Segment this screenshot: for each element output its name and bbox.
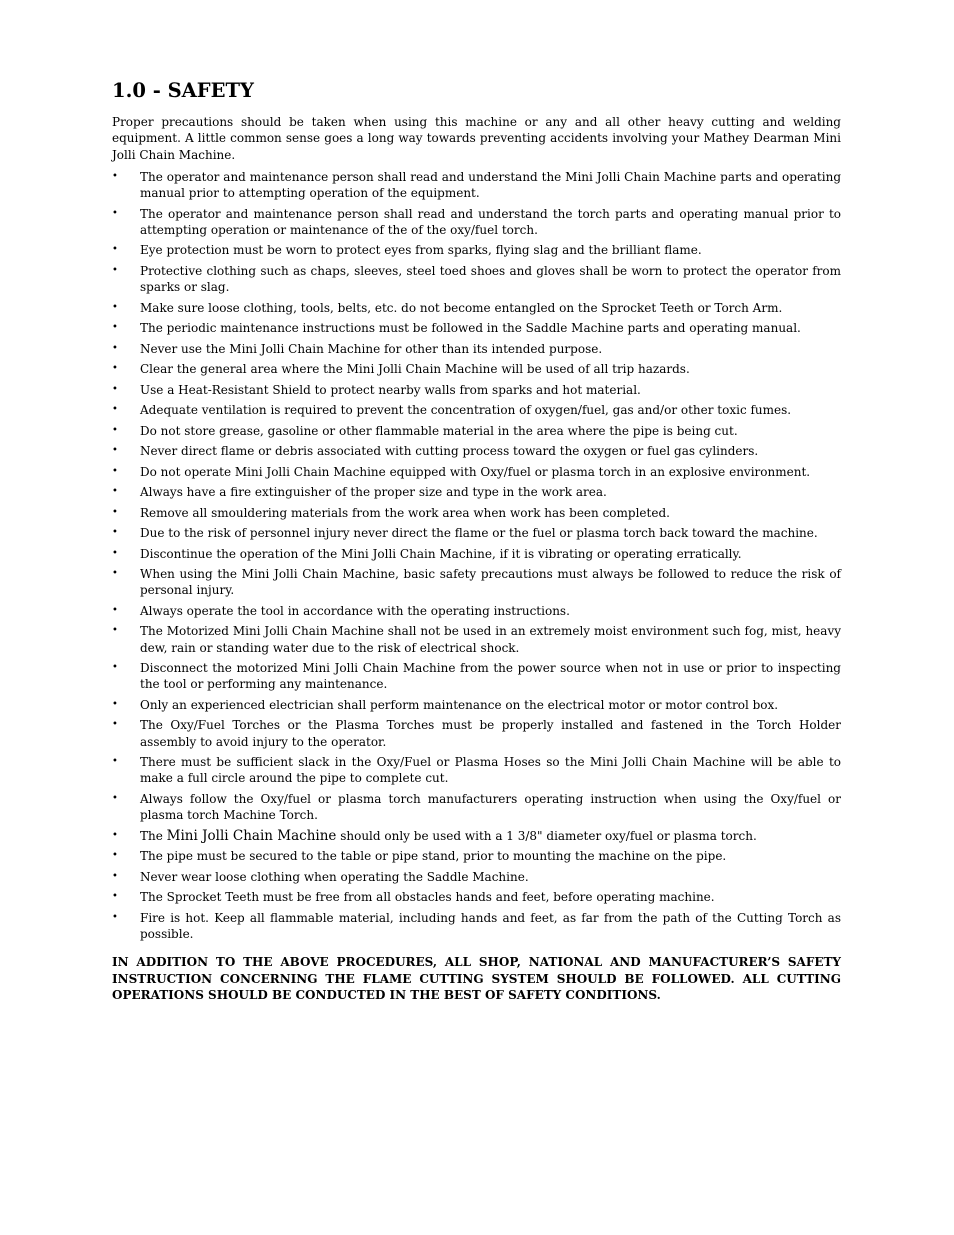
list-item — [112, 791, 841, 824]
bullet-icon: • — [112, 342, 118, 354]
list-item — [112, 169, 841, 202]
list-item — [112, 754, 841, 787]
bullet-icon: • — [112, 756, 118, 768]
list-item — [112, 869, 841, 885]
bullet-icon: • — [112, 207, 118, 219]
list-item-text: The operator and maintenance person shall read and understand the Mini Jolli Chain Machine parts and operating manual prior to attempting operation of the equipment. — [140, 169, 841, 201]
list-item-text: The pipe must be secured to the table or pipe stand, prior to mounting the machine on the pipe. — [140, 849, 727, 864]
list-item — [112, 910, 841, 943]
list-item — [112, 300, 841, 316]
list-item — [112, 402, 841, 418]
list-item — [112, 566, 841, 599]
list-item-text: Only an experienced electrician shall perform maintenance on the electrical motor or motor control box. — [140, 697, 779, 712]
list-item — [112, 717, 841, 750]
list-item-text: Eye protection must be worn to protect eyes from sparks, flying slag and the brilliant flame. — [140, 243, 702, 258]
list-item — [112, 242, 841, 258]
list-item-text: The periodic maintenance instructions must be followed in the Saddle Machine parts and operating manual. — [140, 321, 801, 336]
list-item — [112, 464, 841, 480]
bullet-icon: • — [112, 527, 118, 539]
list-item-text: Fire is hot. Keep all flammable material, including hands and feet, as far from the path of the Cutting Torch as possible. — [140, 910, 841, 941]
list-item-text: Remove all smouldering materials from the work area when work has been completed. — [140, 505, 670, 520]
bullet-icon: • — [112, 486, 118, 498]
list-item — [112, 603, 841, 619]
bullet-icon: • — [112, 698, 118, 710]
list-item-text: Do not store grease, gasoline or other flammable material in the area where the pipe is being cut. — [140, 423, 738, 438]
list-item — [112, 848, 841, 864]
list-item-text: There must be sufficient slack in the Oxy/Fuel or Plasma Hoses so the Mini Jolli Chain Machine will be able to make a full circle around the pipe to complete cut. — [140, 755, 841, 786]
list-item-text: Disconnect the motorized Mini Jolli Chain Machine from the power source when not in use or prior to inspecting the tool or performing any maintenance. — [140, 661, 841, 692]
bullet-icon: • — [112, 662, 118, 674]
list-item — [112, 505, 841, 521]
list-item-text: The operator and maintenance person shall read and understand the torch parts and operating manual prior to attempting operation or maintenance of the of the oxy/fuel torch. — [140, 206, 841, 237]
special-item-emphasis: Mini Jolli Chain Machine — [166, 827, 337, 844]
list-item — [112, 697, 841, 713]
list-item — [112, 263, 841, 296]
list-item-text: The Oxy/Fuel Torches or the Plasma Torches must be properly installed and fastened in the Torch Holder assembly to avoid injury to the operator. — [140, 718, 841, 749]
list-item-text: Always follow the Oxy/fuel or plasma torch manufacturers operating instruction when using the Oxy/fuel or plasma torch Machine Torch. — [140, 791, 841, 823]
list-item — [112, 484, 841, 500]
bullet-icon: • — [112, 850, 118, 862]
list-item-text: Due to the risk of personnel injury never direct the flame or the fuel or plasma torch back toward the machine. — [140, 526, 818, 541]
list-item-text: The Sprocket Teeth must be free from all obstacles hands and feet, before operating machine. — [140, 890, 715, 905]
bullet-icon: • — [112, 792, 118, 804]
list-item-text: Use a Heat-Resistant Shield to protect nearby walls from sparks and hot material. — [140, 382, 641, 397]
bullet-icon: • — [112, 911, 118, 923]
list-item-text: Protective clothing such as chaps, sleeves, steel toed shoes and gloves shall be worn to protect the operator from sparks or slag. — [140, 263, 841, 295]
closing-statement: IN ADDITION TO THE ABOVE PROCEDURES, ALL SHOP, NATIONAL AND MANUFACTURER’S SAFETY INSTRUCTION CONCERNING THE FLAME CUTTING SYSTEM SHOULD BE FOLLOWED. ALL CUTTING OPERATIONS SHOULD BE CONDUCTED IN THE BEST OF SAFETY CONDITIONS. — [112, 955, 841, 1003]
special-item-prefix: The — [140, 828, 167, 843]
intro-paragraph: Proper precautions should be taken when using this machine or any and all other heavy cutting and welding equipment. A little common sense goes a long way towards preventing accidents involving your Mathey Dearman Mini Jolli Chain Machine. — [112, 115, 841, 162]
list-item-text: Always operate the tool in accordance with the operating instructions. — [140, 603, 570, 618]
list-item-text: Never wear loose clothing when operating the Saddle Machine. — [140, 869, 529, 884]
list-item-text — [140, 829, 757, 843]
bullet-icon: • — [112, 829, 118, 841]
list-item-text: Discontinue the operation of the Mini Jolli Chain Machine, if it is vibrating or operating erratically. — [140, 546, 742, 561]
list-item-text: The Motorized Mini Jolli Chain Machine shall not be used in an extremely moist environment such fog, mist, heavy dew, rain or standing water due to the risk of electrical shock. — [140, 624, 841, 655]
list-item — [112, 546, 841, 562]
list-item — [112, 660, 841, 693]
list-item — [112, 889, 841, 905]
safety-rules-list — [112, 169, 841, 942]
bullet-icon: • — [112, 424, 118, 436]
list-item — [112, 443, 841, 459]
bullet-icon: • — [112, 604, 118, 616]
list-item — [112, 423, 841, 439]
list-item — [112, 206, 841, 239]
bullet-icon: • — [112, 870, 118, 882]
bullet-icon: • — [112, 625, 118, 637]
bullet-icon: • — [112, 465, 118, 477]
bullet-icon: • — [112, 383, 118, 395]
list-item — [112, 341, 841, 357]
list-item — [112, 361, 841, 377]
list-item-text: When using the Mini Jolli Chain Machine, basic safety precautions must always be followed to reduce the risk of personal injury. — [140, 567, 841, 598]
list-item-text: Never use the Mini Jolli Chain Machine for other than its intended purpose. — [140, 341, 603, 356]
bullet-icon: • — [112, 264, 118, 276]
list-item-text: Clear the general area where the Mini Jolli Chain Machine will be used of all trip hazards. — [140, 362, 690, 377]
list-item-text: Make sure loose clothing, tools, belts, etc. do not become entangled on the Sprocket Teeth or Torch Arm. — [140, 300, 783, 315]
bullet-icon: • — [112, 404, 118, 416]
bullet-icon: • — [112, 363, 118, 375]
list-item-text: Adequate ventilation is required to prevent the concentration of oxygen/fuel, gas and/or other toxic fumes. — [140, 403, 792, 418]
list-item — [112, 828, 841, 844]
list-item — [112, 525, 841, 541]
bullet-icon: • — [112, 568, 118, 580]
special-item-suffix: should only be used with a 1 3/8" diameter oxy/fuel or plasma torch. — [336, 828, 757, 843]
bullet-icon: • — [112, 547, 118, 559]
list-item-text: Never direct flame or debris associated with cutting process toward the oxygen or fuel gas cylinders. — [140, 444, 759, 459]
bullet-icon: • — [112, 719, 118, 731]
bullet-icon: • — [112, 445, 118, 457]
document-page — [112, 78, 841, 1003]
list-item-text: Always have a fire extinguisher of the proper size and type in the work area. — [140, 485, 607, 500]
bullet-icon: • — [112, 506, 118, 518]
list-item-text: Do not operate Mini Jolli Chain Machine equipped with Oxy/fuel or plasma torch in an explosive environment. — [140, 464, 811, 479]
list-item — [112, 382, 841, 398]
list-item — [112, 623, 841, 656]
list-item — [112, 320, 841, 336]
bullet-icon: • — [112, 170, 118, 182]
bullet-icon: • — [112, 244, 118, 256]
section-title: 1.0 - SAFETY — [112, 79, 254, 102]
bullet-icon: • — [112, 301, 118, 313]
bullet-icon: • — [112, 322, 118, 334]
bullet-icon: • — [112, 891, 118, 903]
